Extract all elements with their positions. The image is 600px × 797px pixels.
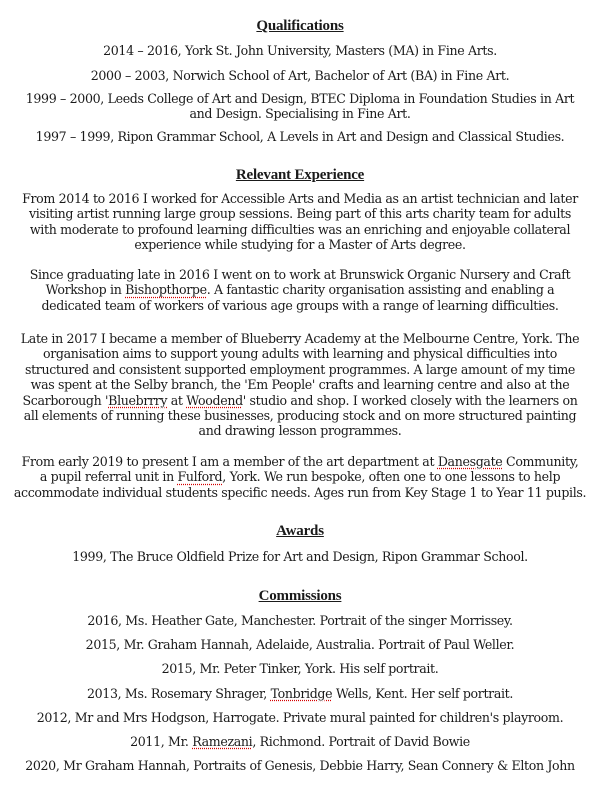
experience-heading: Relevant Experience — [235, 167, 365, 183]
text-segment: ' studio and shop. I worked closely with the learners on — [242, 392, 578, 408]
text-segment: , York. We run bespoke, often one to one lessons to help — [222, 469, 561, 485]
paragraph-line: structured and consistent supported employment programmes. A large amount of my time — [24, 361, 576, 377]
text-segment: Wells, Kent. Her self portrait. — [332, 686, 514, 701]
qualification-item-line: 1999 – 2000, Leeds College of Art and Design, BTEC Diploma in Foundation Studies in Art — [25, 91, 575, 106]
text-segment: From early 2019 to present I am a member of the art department at — [21, 454, 438, 469]
paragraph-line — [0, 282, 600, 297]
experience-paragraph — [0, 267, 600, 313]
text-segment: 2013, Ms. Rosemary Shrager, — [86, 686, 271, 701]
paragraph-line: all elements of running these businesses, producing stock and on more structured painting — [23, 408, 577, 424]
paragraph-line: visiting artist running large group sessions. Being part of this arts charity team for adults — [29, 206, 571, 222]
misspelled-word[interactable]: Ramezani — [192, 734, 253, 749]
paragraph-line: accommodate individual students specific needs. Ages run from Key Stage 1 to Year 11 pupils. — [13, 484, 587, 500]
misspelled-word[interactable]: Bishopthorpe — [125, 282, 207, 298]
paragraph-line: with moderate to profound learning difficulties was an enriching and enjoyable collateral — [29, 221, 571, 237]
qualification-item: 1997 – 1999, Ripon Grammar School, A Levels in Art and Design and Classical Studies. — [35, 129, 565, 144]
text-segment: at — [167, 392, 187, 408]
misspelled-word[interactable]: Danesgate — [437, 454, 503, 469]
qualification-item-line: and Design. Specialising in Fine Art. — [189, 106, 411, 122]
qualifications-heading: Qualifications — [256, 18, 344, 34]
commission-item — [0, 734, 600, 749]
text-segment: Community, — [502, 454, 579, 469]
experience-paragraph — [0, 331, 600, 439]
text-segment: 2011, Mr. — [130, 734, 193, 749]
commission-item: 2015, Mr. Peter Tinker, York. His self portrait. — [161, 661, 439, 676]
paragraph-line: dedicated team of workers of various age groups with a range of learning difficulties. — [41, 297, 559, 313]
qualification-item: 2000 – 2003, Norwich School of Art, Bachelor of Art (BA) in Fine Art. — [90, 68, 510, 83]
commission-item — [0, 686, 600, 701]
text-segment: Workshop in — [45, 282, 126, 298]
paragraph-line: Late in 2017 I became a member of Blueberry Academy at the Melbourne Centre, York. The — [20, 331, 580, 346]
experience-paragraph — [0, 454, 600, 500]
misspelled-word[interactable]: Tonbridge — [270, 686, 333, 701]
commission-item: 2016, Ms. Heather Gate, Manchester. Portrait of the singer Morrissey. — [87, 613, 513, 628]
qualification-item: 2014 – 2016, York St. John University, Masters (MA) in Fine Arts. — [103, 43, 497, 58]
paragraph-line: and drawing lesson programmes. — [198, 423, 402, 439]
paragraph-line — [0, 393, 600, 408]
commission-item: 2015, Mr. Graham Hannah, Adelaide, Australia. Portrait of Paul Weller. — [85, 637, 515, 652]
experience-paragraph — [0, 191, 600, 253]
paragraph-line: was spent at the Selby branch, the 'Em People' crafts and learning centre and also at the — [30, 377, 570, 393]
commission-item: 2012, Mr and Mrs Hodgson, Harrogate. Private mural painted for children's playroom. — [36, 710, 564, 725]
paragraph-line: experience while studying for a Master of Arts degree. — [134, 237, 466, 253]
misspelled-word[interactable]: Bluebrrry — [108, 392, 168, 408]
awards-heading: Awards — [276, 523, 324, 539]
paragraph-line: organisation aims to support young adults with learning and physical difficulties into — [43, 346, 557, 362]
paragraph-line: From 2014 to 2016 I worked for Accessible Arts and Media as an artist technician and later — [22, 191, 578, 206]
text-segment: Scarborough ' — [22, 392, 109, 408]
paragraph-line — [0, 469, 600, 484]
misspelled-word[interactable]: Fulford — [177, 469, 223, 485]
award-item: 1999, The Bruce Oldfield Prize for Art and Design, Ripon Grammar School. — [72, 549, 528, 564]
text-segment: , Richmond. Portrait of David Bowie — [252, 734, 470, 749]
commission-item: 2020, Mr Graham Hannah, Portraits of Genesis, Debbie Harry, Sean Connery & Elton John — [25, 758, 575, 773]
paragraph-line: Since graduating late in 2016 I went on to work at Brunswick Organic Nursery and Craft — [29, 267, 571, 282]
qualification-item — [0, 91, 600, 122]
text-segment: a pupil referral unit in — [39, 469, 178, 485]
misspelled-word[interactable]: Woodend — [186, 392, 243, 408]
paragraph-line — [0, 454, 600, 469]
commissions-heading: Commissions — [258, 588, 342, 604]
text-segment: . A fantastic charity organisation assisting and enabling a — [206, 282, 555, 298]
